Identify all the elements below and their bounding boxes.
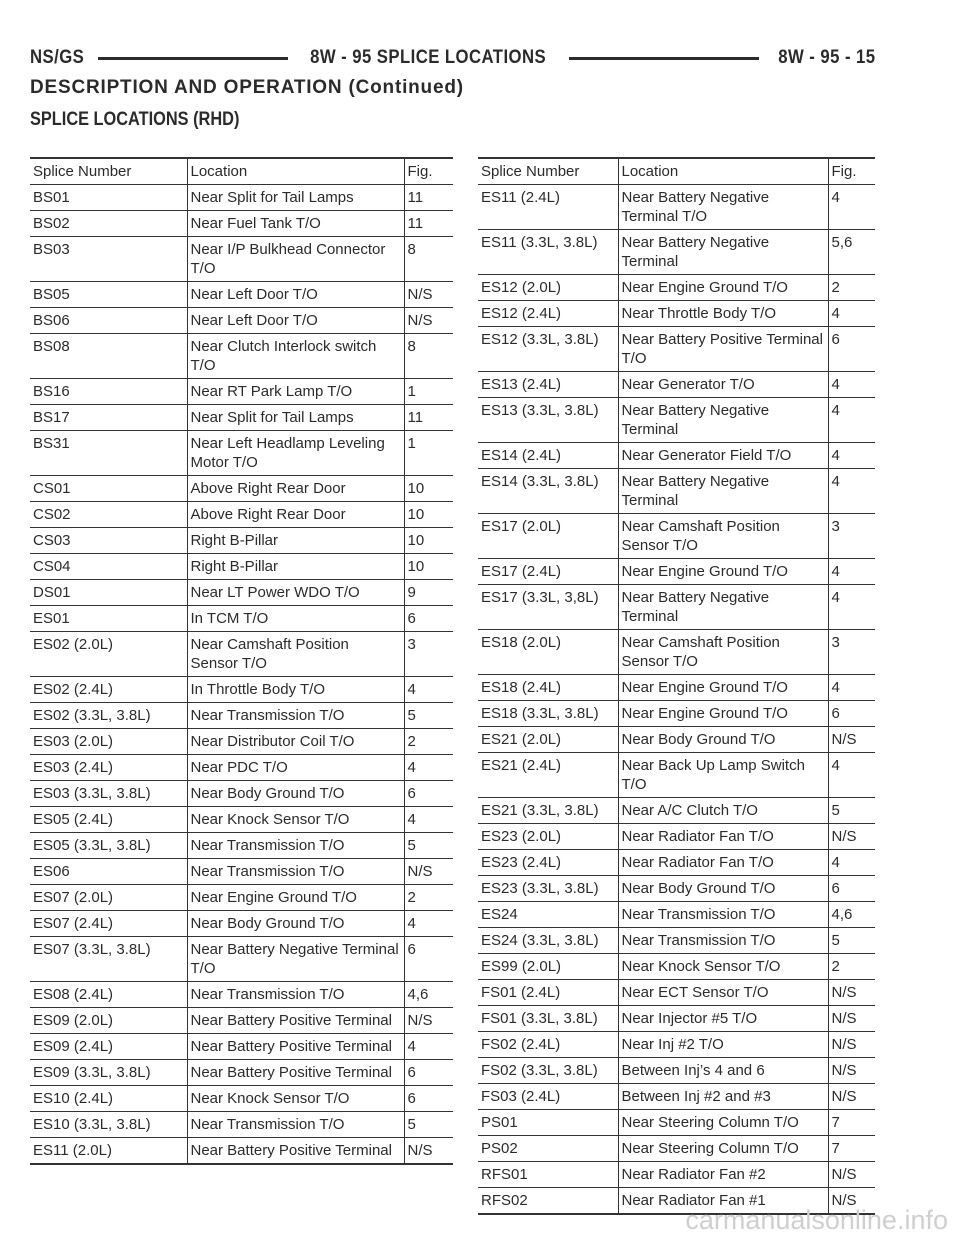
location-cell: Near I/P Bulkhead Connector T/O <box>187 237 404 282</box>
fig-cell: 8 <box>404 334 453 379</box>
splice-number-cell: ES03 (3.3L, 3.8L) <box>30 781 187 807</box>
table-row <box>30 606 453 632</box>
table-row <box>478 398 875 443</box>
fig-cell: 5 <box>828 928 875 954</box>
splice-number-cell: BS31 <box>30 431 187 476</box>
fig-cell: 9 <box>404 580 453 606</box>
location-cell: Near Engine Ground T/O <box>618 675 828 701</box>
location-cell: Near Battery Negative Terminal <box>618 398 828 443</box>
location-cell: Between Inj #2 and #3 <box>618 1084 828 1110</box>
fig-cell: 3 <box>828 630 875 675</box>
splice-number-cell: BS02 <box>30 211 187 237</box>
fig-cell: N/S <box>404 1008 453 1034</box>
table-row <box>30 911 453 937</box>
splice-number-cell: ES10 (2.4L) <box>30 1086 187 1112</box>
splice-number-cell: ES13 (2.4L) <box>478 372 618 398</box>
table-row <box>30 308 453 334</box>
fig-cell: 7 <box>828 1136 875 1162</box>
fig-cell: 11 <box>404 405 453 431</box>
subheading: DESCRIPTION AND OPERATION (Continued) <box>30 77 464 98</box>
table-row <box>30 1034 453 1060</box>
splice-number-cell: BS16 <box>30 379 187 405</box>
location-cell: Near Battery Positive Terminal T/O <box>618 327 828 372</box>
fig-cell: 6 <box>828 327 875 372</box>
splice-number-cell: ES09 (2.0L) <box>30 1008 187 1034</box>
location-cell: Near Battery Positive Terminal <box>187 1138 404 1165</box>
table-row <box>478 850 875 876</box>
table-row <box>478 585 875 630</box>
location-cell: Near PDC T/O <box>187 755 404 781</box>
fig-cell: N/S <box>828 727 875 753</box>
splice-number-cell: ES02 (2.4L) <box>30 677 187 703</box>
splice-number-cell: CS03 <box>30 528 187 554</box>
table-row <box>30 528 453 554</box>
location-cell: Near Battery Negative Terminal <box>618 469 828 514</box>
location-cell: Near Steering Column T/O <box>618 1136 828 1162</box>
fig-cell: 10 <box>404 528 453 554</box>
column-header-splice-number: Splice Number <box>478 158 618 185</box>
fig-cell: 5,6 <box>828 230 875 275</box>
splice-number-cell: ES99 (2.0L) <box>478 954 618 980</box>
fig-cell: N/S <box>828 1006 875 1032</box>
table-row <box>478 630 875 675</box>
fig-cell: 4 <box>828 185 875 230</box>
splice-table-right <box>478 157 875 1215</box>
location-cell: Near Clutch Interlock switch T/O <box>187 334 404 379</box>
splice-number-cell: ES01 <box>30 606 187 632</box>
fig-cell: 6 <box>404 606 453 632</box>
fig-cell: 4 <box>828 559 875 585</box>
splice-number-cell: ES08 (2.4L) <box>30 982 187 1008</box>
table-row <box>30 1008 453 1034</box>
splice-number-cell: FS02 (3.3L, 3.8L) <box>478 1058 618 1084</box>
table-row <box>478 275 875 301</box>
table-row <box>478 876 875 902</box>
page-header <box>30 44 876 72</box>
location-cell: Right B-Pillar <box>187 554 404 580</box>
location-cell: Near Transmission T/O <box>187 1112 404 1138</box>
splice-number-cell: ES12 (3.3L, 3.8L) <box>478 327 618 372</box>
table-row <box>478 954 875 980</box>
fig-cell: 11 <box>404 211 453 237</box>
fig-cell: N/S <box>828 1084 875 1110</box>
fig-cell: 4 <box>828 675 875 701</box>
table-row <box>478 1006 875 1032</box>
location-cell: Near Radiator Fan T/O <box>618 824 828 850</box>
splice-number-cell: ES02 (2.0L) <box>30 632 187 677</box>
table-row <box>478 980 875 1006</box>
table-row <box>30 885 453 911</box>
table-row <box>30 1138 453 1165</box>
splice-number-cell: ES17 (2.4L) <box>478 559 618 585</box>
table-row <box>30 379 453 405</box>
table-row <box>478 469 875 514</box>
location-cell: Near Battery Positive Terminal <box>187 1060 404 1086</box>
splice-number-cell: ES17 (2.0L) <box>478 514 618 559</box>
fig-cell: 3 <box>404 632 453 677</box>
location-cell: Near Transmission T/O <box>187 982 404 1008</box>
table-row <box>30 554 453 580</box>
location-cell: Near Radiator Fan #2 <box>618 1162 828 1188</box>
table-header-row <box>478 158 875 185</box>
splice-number-cell: ES10 (3.3L, 3.8L) <box>30 1112 187 1138</box>
splice-number-cell: CS04 <box>30 554 187 580</box>
table-row <box>30 807 453 833</box>
location-cell: Right B-Pillar <box>187 528 404 554</box>
splice-number-cell: ES14 (2.4L) <box>478 443 618 469</box>
table-row <box>478 559 875 585</box>
table-row <box>478 1162 875 1188</box>
location-cell: Near Left Door T/O <box>187 282 404 308</box>
location-cell: Near Camshaft Position Sensor T/O <box>618 630 828 675</box>
table-row <box>30 405 453 431</box>
fig-cell: 10 <box>404 476 453 502</box>
fig-cell: 11 <box>404 185 453 211</box>
fig-cell: 6 <box>828 701 875 727</box>
table-row <box>30 1060 453 1086</box>
splice-number-cell: FS02 (2.4L) <box>478 1032 618 1058</box>
table-row <box>478 514 875 559</box>
fig-cell: N/S <box>828 824 875 850</box>
splice-number-cell: ES02 (3.3L, 3.8L) <box>30 703 187 729</box>
fig-cell: 2 <box>828 954 875 980</box>
splice-number-cell: ES18 (2.4L) <box>478 675 618 701</box>
fig-cell: N/S <box>404 859 453 885</box>
table-row <box>30 476 453 502</box>
table-row <box>30 677 453 703</box>
splice-number-cell: PS02 <box>478 1136 618 1162</box>
location-cell: Near Generator T/O <box>618 372 828 398</box>
location-cell: Near Knock Sensor T/O <box>187 1086 404 1112</box>
splice-table-left <box>30 157 453 1165</box>
table-row <box>30 755 453 781</box>
fig-cell: 4 <box>828 753 875 798</box>
splice-number-cell: BS05 <box>30 282 187 308</box>
fig-cell: N/S <box>404 282 453 308</box>
table-row <box>478 301 875 327</box>
splice-number-cell: ES03 (2.4L) <box>30 755 187 781</box>
location-cell: Near Battery Negative Terminal T/O <box>187 937 404 982</box>
location-cell: Near A/C Clutch T/O <box>618 798 828 824</box>
location-cell: Near Body Ground T/O <box>618 876 828 902</box>
splice-number-cell: ES21 (2.0L) <box>478 727 618 753</box>
fig-cell: N/S <box>828 1188 875 1215</box>
splice-number-cell: RFS02 <box>478 1188 618 1215</box>
table-row <box>478 1136 875 1162</box>
table-row <box>30 729 453 755</box>
fig-cell: 4 <box>404 807 453 833</box>
location-cell: Near ECT Sensor T/O <box>618 980 828 1006</box>
location-cell: Near Camshaft Position Sensor T/O <box>618 514 828 559</box>
location-cell: Near Inj #2 T/O <box>618 1032 828 1058</box>
table-row <box>478 701 875 727</box>
fig-cell: 4 <box>404 1034 453 1060</box>
location-cell: Near Body Ground T/O <box>187 781 404 807</box>
splice-number-cell: ES09 (3.3L, 3.8L) <box>30 1060 187 1086</box>
table-row <box>30 632 453 677</box>
fig-cell: N/S <box>404 1138 453 1165</box>
table-header-row <box>30 158 453 185</box>
table-row <box>30 580 453 606</box>
splice-number-cell: CS01 <box>30 476 187 502</box>
location-cell: Near Transmission T/O <box>618 902 828 928</box>
splice-number-cell: ES05 (3.3L, 3.8L) <box>30 833 187 859</box>
fig-cell: 2 <box>404 885 453 911</box>
table-row <box>30 334 453 379</box>
splice-number-cell: ES05 (2.4L) <box>30 807 187 833</box>
location-cell: Near Fuel Tank T/O <box>187 211 404 237</box>
fig-cell: 4 <box>828 301 875 327</box>
location-cell: Near Engine Ground T/O <box>618 275 828 301</box>
location-cell: Near Transmission T/O <box>187 833 404 859</box>
fig-cell: N/S <box>828 1162 875 1188</box>
header-section: 8W - 95 SPLICE LOCATIONS <box>310 47 547 68</box>
splice-number-cell: ES12 (2.4L) <box>478 301 618 327</box>
table-row <box>478 727 875 753</box>
fig-cell: 4 <box>404 755 453 781</box>
splice-number-cell: ES23 (2.0L) <box>478 824 618 850</box>
table-row <box>478 372 875 398</box>
fig-cell: 6 <box>404 781 453 807</box>
table-row <box>30 833 453 859</box>
location-cell: Near Left Headlamp Leveling Motor T/O <box>187 431 404 476</box>
table-row <box>478 230 875 275</box>
fig-cell: N/S <box>828 1058 875 1084</box>
splice-number-cell: FS01 (3.3L, 3.8L) <box>478 1006 618 1032</box>
splice-number-cell: ES11 (2.0L) <box>30 1138 187 1165</box>
location-cell: Near Generator Field T/O <box>618 443 828 469</box>
location-cell: Near Transmission T/O <box>187 703 404 729</box>
splice-number-cell: DS01 <box>30 580 187 606</box>
fig-cell: 5 <box>404 1112 453 1138</box>
location-cell: Near Battery Negative Terminal <box>618 585 828 630</box>
fig-cell: 4 <box>828 372 875 398</box>
location-cell: Near Body Ground T/O <box>187 911 404 937</box>
fig-cell: 5 <box>404 833 453 859</box>
table-row <box>30 237 453 282</box>
location-cell: Near Battery Positive Terminal <box>187 1034 404 1060</box>
fig-cell: 4 <box>828 585 875 630</box>
fig-cell: 1 <box>404 379 453 405</box>
location-cell: In Throttle Body T/O <box>187 677 404 703</box>
fig-cell: 10 <box>404 502 453 528</box>
location-cell: Near Battery Negative Terminal <box>618 230 828 275</box>
location-cell: Near Engine Ground T/O <box>187 885 404 911</box>
header-rule-left <box>98 57 289 60</box>
splice-number-cell: ES18 (3.3L, 3.8L) <box>478 701 618 727</box>
column-header-fig: Fig. <box>828 158 875 185</box>
column-header-splice-number: Splice Number <box>30 158 187 185</box>
location-cell: Near Injector #5 T/O <box>618 1006 828 1032</box>
splice-number-cell: ES07 (2.4L) <box>30 911 187 937</box>
location-cell: Near Camshaft Position Sensor T/O <box>187 632 404 677</box>
location-cell: Near Radiator Fan T/O <box>618 850 828 876</box>
splice-number-cell: PS01 <box>478 1110 618 1136</box>
splice-number-cell: BS03 <box>30 237 187 282</box>
splice-number-cell: BS06 <box>30 308 187 334</box>
splice-number-cell: ES18 (2.0L) <box>478 630 618 675</box>
table-row <box>478 675 875 701</box>
header-rule-right <box>569 57 760 60</box>
table-row <box>30 502 453 528</box>
table-row <box>30 937 453 982</box>
splice-number-cell: ES09 (2.4L) <box>30 1034 187 1060</box>
location-cell: Near Battery Negative Terminal T/O <box>618 185 828 230</box>
splice-number-cell: ES11 (3.3L, 3.8L) <box>478 230 618 275</box>
location-cell: Near Radiator Fan #1 <box>618 1188 828 1215</box>
location-cell: Near Split for Tail Lamps <box>187 185 404 211</box>
location-cell: Near Battery Positive Terminal <box>187 1008 404 1034</box>
location-cell: Near Knock Sensor T/O <box>618 954 828 980</box>
fig-cell: 1 <box>404 431 453 476</box>
fig-cell: 5 <box>828 798 875 824</box>
splice-number-cell: ES21 (2.4L) <box>478 753 618 798</box>
location-cell: Near Steering Column T/O <box>618 1110 828 1136</box>
fig-cell: 6 <box>828 876 875 902</box>
location-cell: Above Right Rear Door <box>187 476 404 502</box>
watermark: carmanualsonline.info <box>685 1205 948 1235</box>
header-page-number: 8W - 95 - 15 <box>778 47 877 68</box>
splice-number-cell: ES23 (2.4L) <box>478 850 618 876</box>
table-row <box>478 1110 875 1136</box>
table-row <box>30 703 453 729</box>
splice-number-cell: ES07 (3.3L, 3.8L) <box>30 937 187 982</box>
splice-number-cell: CS02 <box>30 502 187 528</box>
location-cell: Near Throttle Body T/O <box>618 301 828 327</box>
fig-cell: 6 <box>404 1060 453 1086</box>
location-cell: Near Split for Tail Lamps <box>187 405 404 431</box>
location-cell: Near Transmission T/O <box>618 928 828 954</box>
fig-cell: N/S <box>404 308 453 334</box>
fig-cell: 4 <box>828 443 875 469</box>
table-row <box>478 928 875 954</box>
splice-number-cell: FS03 (2.4L) <box>478 1084 618 1110</box>
table-row <box>478 1084 875 1110</box>
table-row <box>30 431 453 476</box>
section-title: SPLICE LOCATIONS (RHD) <box>30 109 240 130</box>
fig-cell: 3 <box>828 514 875 559</box>
splice-number-cell: BS01 <box>30 185 187 211</box>
table-row <box>30 982 453 1008</box>
table-row <box>478 753 875 798</box>
table-row <box>478 902 875 928</box>
table-row <box>478 443 875 469</box>
fig-cell: 2 <box>828 275 875 301</box>
table-row <box>30 282 453 308</box>
splice-number-cell: ES14 (3.3L, 3.8L) <box>478 469 618 514</box>
fig-cell: N/S <box>828 1032 875 1058</box>
splice-number-cell: RFS01 <box>478 1162 618 1188</box>
fig-cell: 10 <box>404 554 453 580</box>
splice-number-cell: ES03 (2.0L) <box>30 729 187 755</box>
fig-cell: 4 <box>828 850 875 876</box>
splice-number-cell: BS08 <box>30 334 187 379</box>
splice-number-cell: ES24 (3.3L, 3.8L) <box>478 928 618 954</box>
table-row <box>478 798 875 824</box>
splice-number-cell: ES11 (2.4L) <box>478 185 618 230</box>
splice-number-cell: ES21 (3.3L, 3.8L) <box>478 798 618 824</box>
fig-cell: 5 <box>404 703 453 729</box>
location-cell: Near Left Door T/O <box>187 308 404 334</box>
location-cell: Near LT Power WDO T/O <box>187 580 404 606</box>
location-cell: Near Engine Ground T/O <box>618 559 828 585</box>
location-cell: Above Right Rear Door <box>187 502 404 528</box>
table-row <box>30 185 453 211</box>
splice-number-cell: ES17 (3.3L, 3,8L) <box>478 585 618 630</box>
fig-cell: 2 <box>404 729 453 755</box>
fig-cell: N/S <box>828 980 875 1006</box>
fig-cell: 8 <box>404 237 453 282</box>
fig-cell: 6 <box>404 1086 453 1112</box>
splice-number-cell: ES13 (3.3L, 3.8L) <box>478 398 618 443</box>
fig-cell: 4 <box>404 677 453 703</box>
table-row <box>30 781 453 807</box>
table-row <box>30 211 453 237</box>
fig-cell: 4 <box>828 469 875 514</box>
splice-number-cell: ES12 (2.0L) <box>478 275 618 301</box>
fig-cell: 4 <box>404 911 453 937</box>
splice-number-cell: FS01 (2.4L) <box>478 980 618 1006</box>
location-cell: Near RT Park Lamp T/O <box>187 379 404 405</box>
splice-number-cell: ES24 <box>478 902 618 928</box>
location-cell: Near Engine Ground T/O <box>618 701 828 727</box>
table-row <box>478 1058 875 1084</box>
location-cell: Near Body Ground T/O <box>618 727 828 753</box>
splice-number-cell: ES23 (3.3L, 3.8L) <box>478 876 618 902</box>
header-model: NS/GS <box>30 47 85 68</box>
table-row <box>478 824 875 850</box>
column-header-location: Location <box>618 158 828 185</box>
fig-cell: 4,6 <box>404 982 453 1008</box>
table-row <box>30 1086 453 1112</box>
location-cell: Near Transmission T/O <box>187 859 404 885</box>
location-cell: Near Distributor Coil T/O <box>187 729 404 755</box>
location-cell: In TCM T/O <box>187 606 404 632</box>
fig-cell: 4,6 <box>828 902 875 928</box>
location-cell: Near Back Up Lamp Switch T/O <box>618 753 828 798</box>
table-row <box>478 327 875 372</box>
table-row <box>30 1112 453 1138</box>
fig-cell: 4 <box>828 398 875 443</box>
splice-number-cell: ES07 (2.0L) <box>30 885 187 911</box>
column-header-location: Location <box>187 158 404 185</box>
table-row <box>478 1032 875 1058</box>
location-cell: Between Inj’s 4 and 6 <box>618 1058 828 1084</box>
column-header-fig: Fig. <box>404 158 453 185</box>
location-cell: Near Knock Sensor T/O <box>187 807 404 833</box>
splice-number-cell: BS17 <box>30 405 187 431</box>
table-row <box>478 185 875 230</box>
table-row <box>30 859 453 885</box>
fig-cell: 6 <box>404 937 453 982</box>
fig-cell: 7 <box>828 1110 875 1136</box>
splice-number-cell: ES06 <box>30 859 187 885</box>
